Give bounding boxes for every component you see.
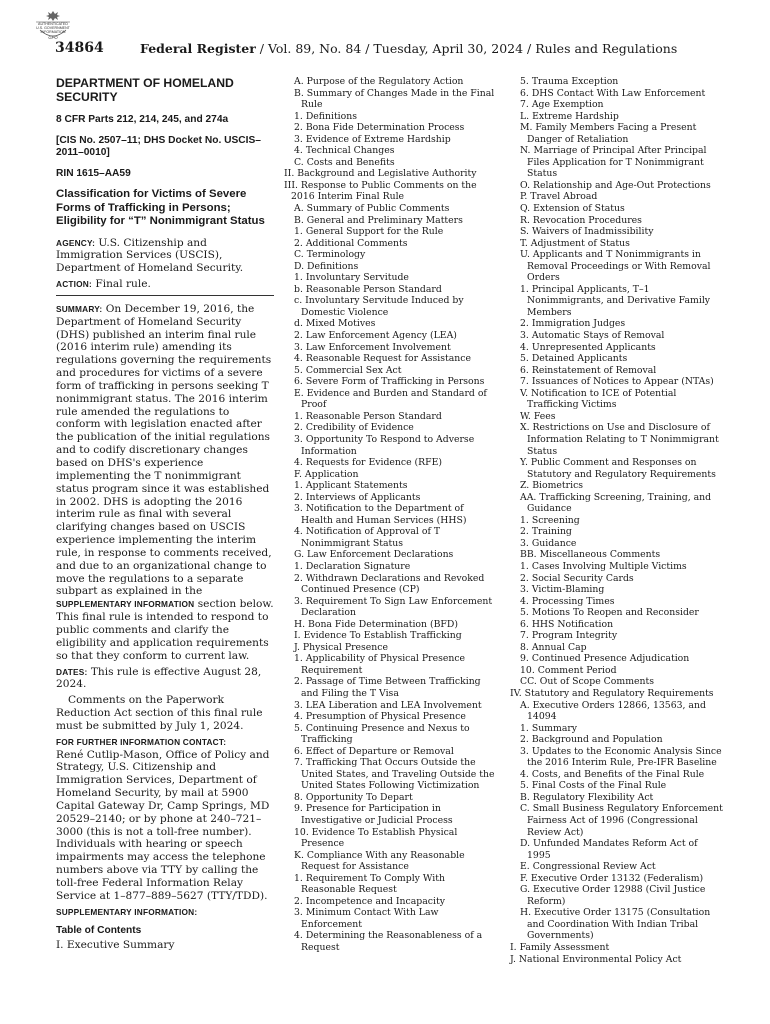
toc-item: 5. Commercial Sex Act bbox=[294, 364, 402, 376]
agency-heading: DEPARTMENT OF HOMELAND SECURITY bbox=[56, 76, 234, 104]
action-text: Final rule. bbox=[95, 278, 151, 291]
toc-item: 6. Reinstatement of Removal bbox=[520, 364, 657, 376]
toc-item: 3. Opportunity To Respond to Adverse Information bbox=[294, 433, 475, 457]
toc-item: P. Travel Abroad bbox=[520, 191, 598, 203]
toc-item: 4. Unrepresented Applicants bbox=[520, 341, 656, 353]
toc-item: D. Definitions bbox=[294, 260, 359, 272]
toc-item: 3. Law Enforcement Involvement bbox=[294, 341, 451, 353]
toc-item: 3. Notification to the Department of Health and Human Services (HHS) bbox=[294, 503, 467, 526]
toc-item: 1. Definitions bbox=[294, 110, 358, 122]
toc-item: 4. Determining the Reasonableness of a Request bbox=[294, 930, 483, 954]
dates-label: DATES: bbox=[56, 666, 88, 677]
toc-item: 1. Screening bbox=[520, 514, 580, 526]
toc-item: 2. Passage of Time Between Trafficking and Filing the T Visa bbox=[294, 676, 481, 699]
toc-item: 4. Technical Changes bbox=[294, 145, 395, 157]
agency-label: AGENCY: bbox=[56, 237, 96, 248]
column-1 bbox=[56, 76, 274, 952]
toc-item: IV. Statutory and Regulatory Requirements bbox=[510, 687, 714, 699]
toc-item: I. Executive Summary bbox=[56, 939, 175, 952]
toc-item: H. Executive Order 13175 (Consultation and Coordination With Indian Tribal Governments) bbox=[520, 907, 711, 942]
toc-item: 2. Interviews of Applicants bbox=[294, 491, 421, 503]
toc-item: 5. Final Costs of the Final Rule bbox=[520, 780, 667, 792]
toc-item: 4. Requests for Evidence (RFE) bbox=[294, 457, 443, 469]
toc-item: B. General and Preliminary Matters bbox=[294, 214, 463, 226]
toc-item: 1. Cases Involving Multiple Victims bbox=[520, 560, 687, 572]
column-2 bbox=[284, 76, 498, 954]
docket-number: [CIS No. 2507–11; DHS Docket No. USCIS– 2011–0010] bbox=[56, 134, 261, 158]
contact-label: FOR FURTHER INFORMATION CONTACT: bbox=[56, 736, 227, 747]
toc-item: R. Revocation Procedures bbox=[520, 214, 642, 226]
gpo-seal-icon bbox=[30, 8, 76, 44]
toc-item: D. Unfunded Mandates Reform Act of 1995 bbox=[520, 838, 698, 861]
toc-item: Y. Public Comment and Responses on Statutory and Regulatory Requirements bbox=[520, 457, 716, 480]
toc-item: F. Application bbox=[294, 468, 359, 480]
toc-item: C. Terminology bbox=[294, 249, 366, 261]
cfr-parts: 8 CFR Parts 212, 214, 245, and 274a bbox=[56, 114, 229, 125]
toc-item: M. Family Members Facing a Present Danger of Retaliation bbox=[520, 122, 697, 145]
toc-item: 6. HHS Notification bbox=[520, 618, 614, 630]
toc-item: 3. Automatic Stays of Removal bbox=[520, 330, 665, 342]
toc-item: 6. DHS Contact With Law Enforcement bbox=[520, 87, 706, 99]
toc-item: A. Purpose of the Regulatory Action bbox=[294, 76, 464, 87]
toc-item: S. Waivers of Inadmissibility bbox=[520, 226, 654, 238]
dates-paragraph bbox=[56, 666, 274, 692]
toc-item: 5. Continuing Presence and Nexus to Trafficking bbox=[294, 722, 470, 746]
logo-line-1: AUTHENTICATED bbox=[38, 22, 68, 26]
toc-item: L. Extreme Hardship bbox=[520, 110, 619, 122]
toc-item: 2. Withdrawn Declarations and Revoked Continued Presence (CP) bbox=[294, 572, 485, 596]
publication-name: Federal Register bbox=[140, 41, 256, 56]
toc-item: 1. Summary bbox=[520, 722, 578, 734]
supplementary-paragraph bbox=[56, 906, 274, 919]
logo-line-4: GPO bbox=[48, 35, 58, 40]
toc-item: 3. Evidence of Extreme Hardship bbox=[294, 133, 451, 145]
toc-item: G. Executive Order 12988 (Civil Justice Reform) bbox=[520, 884, 706, 907]
toc-item: c. Involuntary Servitude Induced by Domestic Violence bbox=[294, 295, 464, 318]
toc-item: 1. Declaration Signature bbox=[294, 560, 411, 572]
agency-paragraph bbox=[56, 237, 274, 276]
toc-item: Q. Extension of Status bbox=[520, 203, 625, 215]
toc-item: 1. Principal Applicants, T–1 Nonimmigrants, and Derivative Family Members bbox=[520, 283, 711, 318]
toc-item: 3. Requirement To Sign Law Enforcement Declaration bbox=[294, 595, 493, 619]
rin-number: RIN 1615–AA59 bbox=[56, 167, 131, 179]
summary-label: SUMMARY: bbox=[56, 303, 103, 314]
toc-item: 5. Detained Applicants bbox=[520, 353, 628, 365]
dates-text: This rule is effective August 28, 2024. bbox=[56, 665, 262, 691]
toc-item: 7. Age Exemption bbox=[520, 99, 604, 111]
toc-item: 3. LEA Liberation and LEA Involvement bbox=[294, 699, 482, 711]
toc-item: B. Summary of Changes Made in the Final Rule bbox=[294, 87, 495, 111]
column-3 bbox=[510, 76, 724, 965]
divider bbox=[56, 295, 274, 296]
toc-item: E. Congressional Review Act bbox=[520, 861, 656, 873]
toc-item: H. Bona Fide Determination (BFD) bbox=[294, 618, 458, 630]
toc-item: 2. Incompetence and Incapacity bbox=[294, 895, 445, 907]
logo-line-2: U.S. GOVERNMENT bbox=[36, 26, 70, 30]
summary-paragraph bbox=[56, 303, 274, 663]
action-paragraph bbox=[56, 278, 274, 291]
toc-item: 1. Requirement To Comply With Reasonable Request bbox=[294, 872, 445, 896]
toc-item: X. Restrictions on Use and Disclosure of Information Relating to T Nonimmigrant Status bbox=[520, 422, 719, 457]
toc-item: 2. Social Security Cards bbox=[520, 572, 634, 584]
contact-text: René Cutlip-Mason, Office of Policy and Strategy, U.S. Citizenship and Immigration Services, Department of Homeland Security, by mail at 5900 Capital Gateway Dr, Camp Springs, MD 20529–2140; or by phone at 240–721–3000 (this is not a toll-free number). Individuals with hearing or speech impairments may access the telephone numbers above via TTY by calling the toll-free Federal Information Relay Service at 1–877–889–5627 (TTY/TDD). bbox=[56, 748, 270, 902]
gpo-authentication-seal bbox=[30, 8, 76, 44]
toc-item: 2. Immigration Judges bbox=[520, 318, 626, 330]
rule-title: Classification for Victims of Severe Forms of Trafficking in Persons; Eligibility for “T” Nonimmigrant Status bbox=[56, 188, 265, 227]
toc-item: 5. Trauma Exception bbox=[520, 76, 619, 87]
toc-list-3 bbox=[510, 76, 724, 965]
toc-item: W. Fees bbox=[520, 410, 556, 422]
summary-text: On December 19, 2016, the Department of Homeland Security (DHS) published an interim final rule (2016 interim rule) amending its regulations governing the requirements and procedures for victims of a severe form of trafficking in persons seeking T nonimmigrant status. The 2016 interim rule amended the regulations to conform with legislation enacted after the publication of the initial regulations and to codify discretionary changes based on DHS's experience implementing the T nonimmigrant status program since it was established in 2002. DHS is adopting the 2016 interim rule as final with several clarifying changes based on USCIS experience implementing the interim rule, in response to comments received, and due to an organizational change to move the regulations to a separate subpart as explained in the bbox=[56, 302, 272, 598]
toc-item: b. Reasonable Person Standard bbox=[294, 283, 442, 295]
toc-item: 7. Trafficking That Occurs Outside the United States, and Traveling Outside the United States Following Victimization bbox=[294, 757, 495, 792]
toc-item: 3. Updates to the Economic Analysis Since the 2016 Interim Rule, Pre-IFR Baseline bbox=[520, 745, 722, 769]
toc-item: 2. Additional Comments bbox=[294, 237, 408, 249]
toc-item: I. Evidence To Establish Trafficking bbox=[294, 630, 462, 642]
toc-item: 3. Guidance bbox=[520, 537, 577, 549]
issue-details: / Vol. 89, No. 84 / Tuesday, April 30, 2024 / Rules and Regulations bbox=[255, 41, 678, 56]
toc-item: 4. Reasonable Request for Assistance bbox=[294, 353, 471, 365]
action-label: ACTION: bbox=[56, 279, 92, 290]
toc-item: 1. Reasonable Person Standard bbox=[294, 410, 442, 422]
toc-item: 1. Involuntary Servitude bbox=[294, 272, 409, 284]
toc-item: 3. Victim-Blaming bbox=[520, 584, 605, 596]
toc-item: 8. Opportunity To Depart bbox=[294, 791, 413, 803]
toc-item: C. Costs and Benefits bbox=[294, 156, 395, 168]
toc-item: II. Background and Legislative Authority bbox=[284, 168, 477, 180]
toc-item: 4. Processing Times bbox=[520, 595, 615, 607]
toc-item: J. National Environmental Policy Act bbox=[510, 953, 682, 965]
logo-line-3: INFORMATION bbox=[40, 30, 66, 34]
toc-item: J. Physical Presence bbox=[294, 641, 389, 653]
toc-item: O. Relationship and Age-Out Protections bbox=[520, 179, 711, 191]
toc-item: F. Executive Order 13132 (Federalism) bbox=[520, 872, 704, 884]
toc-item: III. Response to Public Comments on the 2016 Interim Final Rule bbox=[284, 179, 477, 203]
toc-item: 10. Comment Period bbox=[520, 664, 617, 676]
toc-item: 1. Applicability of Physical Presence Requirement bbox=[294, 653, 466, 676]
toc-item: BB. Miscellaneous Comments bbox=[520, 549, 661, 561]
contact-paragraph bbox=[56, 736, 274, 903]
toc-item: U. Applicants and T Nonimmigrants in Removal Proceedings or With Removal Orders bbox=[520, 249, 711, 284]
toc-item: 2. Training bbox=[520, 526, 572, 538]
toc-item: 1. General Support for the Rule bbox=[294, 226, 444, 238]
toc-item: CC. Out of Scope Comments bbox=[520, 676, 655, 688]
toc-item: 1. Applicant Statements bbox=[294, 480, 408, 492]
toc-item: 9. Continued Presence Adjudication bbox=[520, 653, 690, 665]
toc-item: AA. Trafficking Screening, Training, and Guidance bbox=[520, 491, 712, 515]
toc-item: G. Law Enforcement Declarations bbox=[294, 549, 454, 561]
toc-item: E. Evidence and Burden and Standard of Proof bbox=[294, 387, 487, 411]
toc-item: A. Executive Orders 12866, 13563, and 14094 bbox=[520, 699, 706, 723]
toc-item: 8. Annual Cap bbox=[520, 641, 587, 653]
toc-item: 7. Issuances of Notices to Appear (NTAs) bbox=[520, 376, 714, 388]
toc-item: d. Mixed Motives bbox=[294, 318, 376, 330]
toc-item: B. Regulatory Flexibility Act bbox=[520, 791, 654, 803]
toc-item: 6. Effect of Departure or Removal bbox=[294, 745, 454, 757]
toc-item: 4. Costs, and Benefits of the Final Rule bbox=[520, 768, 705, 780]
toc-item: A. Summary of Public Comments bbox=[294, 203, 450, 215]
toc-item: N. Marriage of Principal After Principal Files Application for T Nonimmigrant Status bbox=[520, 145, 707, 180]
page-number: 34864 bbox=[55, 40, 104, 56]
toc-item: Z. Biometrics bbox=[520, 480, 584, 492]
toc-item: T. Adjustment of Status bbox=[520, 237, 630, 249]
toc-list-2 bbox=[284, 76, 498, 954]
agency-text: U.S. Citizenship and Immigration Services (USCIS), Department of Homeland Security. bbox=[56, 236, 244, 275]
toc-item: K. Compliance With any Reasonable Request for Assistance bbox=[294, 849, 465, 873]
toc-item: 4. Presumption of Physical Presence bbox=[294, 711, 466, 723]
toc-item: C. Small Business Regulatory Enforcement Fairness Act of 1996 (Congressional Review Act) bbox=[520, 803, 723, 838]
running-head bbox=[140, 41, 677, 56]
toc-item: 2. Law Enforcement Agency (LEA) bbox=[294, 330, 457, 342]
toc-item: I. Family Assessment bbox=[510, 942, 610, 954]
toc-item: 2. Background and Population bbox=[520, 734, 663, 746]
toc-item: 5. Motions To Reopen and Reconsider bbox=[520, 607, 699, 619]
summary-tail: section below. This final rule is intended to respond to public comments and clarify the eligibility and application requirements so that they conform to current law. bbox=[56, 598, 274, 662]
toc-item: 9. Presence for Participation in Investigative or Judicial Process bbox=[294, 803, 453, 826]
toc-item: V. Notification to ICE of Potential Trafficking Victims bbox=[520, 387, 677, 411]
toc-heading: Table of Contents bbox=[56, 924, 142, 936]
toc-item: 2. Bona Fide Determination Process bbox=[294, 122, 465, 134]
summary-reference: SUPPLEMENTARY INFORMATION bbox=[56, 599, 195, 610]
toc-item: 6. Severe Form of Trafficking in Persons bbox=[294, 376, 485, 388]
supplementary-label: SUPPLEMENTARY INFORMATION: bbox=[56, 906, 198, 917]
toc-item: 4. Notification of Approval of T Nonimmigrant Status bbox=[294, 526, 441, 549]
toc-item: 3. Minimum Contact With Law Enforcement bbox=[294, 907, 439, 930]
toc-item: 7. Program Integrity bbox=[520, 630, 618, 642]
toc-item: 2. Credibility of Evidence bbox=[294, 422, 414, 434]
comments-paragraph: Comments on the Paperwork Reduction Act section of this final rule must be submitted by July 1, 2024. bbox=[56, 694, 263, 732]
page-header bbox=[55, 40, 715, 60]
toc-item: 10. Evidence To Establish Physical Presence bbox=[294, 826, 458, 850]
